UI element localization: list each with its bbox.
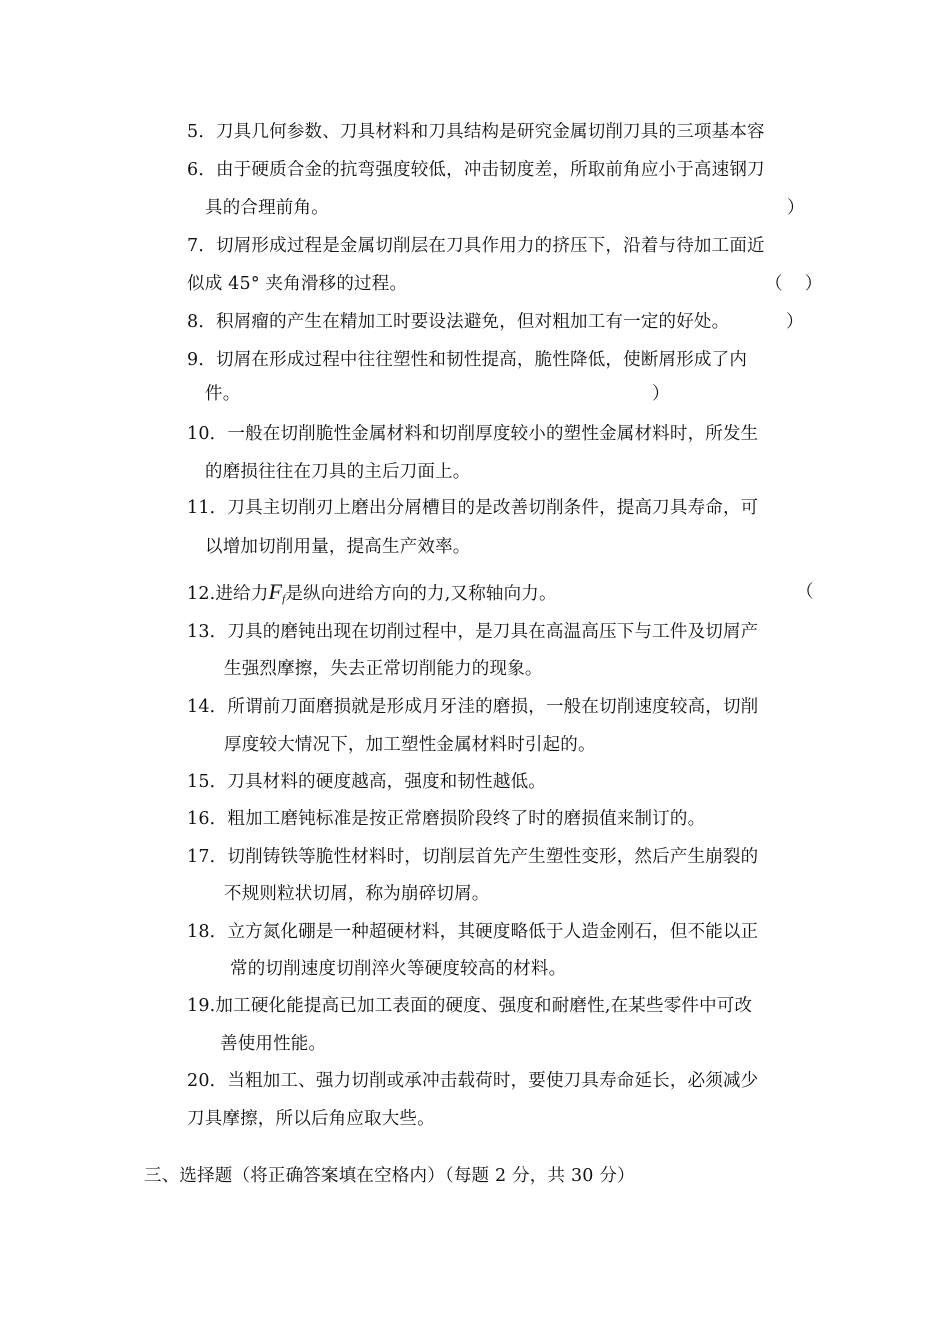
item-6-line-1: 6．由于硬质合金的抗弯强度较低，冲击韧度差，所取前角应小于高速钢刀 — [187, 160, 765, 180]
item-9-answer-paren: ） — [652, 384, 670, 404]
item-11-line-2: 以增加切削用量，提高生产效率。 — [205, 537, 471, 557]
item-9-line-1: 9．切屑在形成过程中往往塑性和韧性提高，脆性降低，使断屑形成了内 — [187, 350, 748, 370]
feed-force-symbol: $F_f$ — [268, 579, 286, 605]
item-13-line-2: 生强烈摩擦，失去正常切削能力的现象。 — [224, 659, 543, 679]
item-17-line-2: 不规则粒状切屑，称为崩碎切屑。 — [224, 884, 490, 904]
item-18-line-2: 常的切削速度切削淬火等硬度较高的材料。 — [230, 959, 567, 979]
item-15-line-1: 15．刀具材料的硬度越高，强度和韧性越低。 — [187, 772, 546, 792]
section-title-choice-questions: 三、选择题（将正确答案填在空格内）（每题 2 分，共 30 分） — [144, 1166, 635, 1186]
item-12-suffix: 是纵向进给方向的力,又称轴向力。 — [285, 584, 557, 604]
item-7-line-1: 7．切屑形成过程是金属切削层在刀具作用力的挤压下，沿着与待加工面近 — [187, 236, 765, 256]
item-6-line-2: 具的合理前角。 — [205, 198, 329, 218]
item-12-answer-paren: （ — [796, 582, 814, 602]
item-19-line-2: 善使用性能。 — [220, 1034, 327, 1054]
item-8-line-1: 8．积屑瘤的产生在精加工时要设法避免，但对粗加工有一定的好处。 — [187, 312, 730, 332]
item-9-line-2: 件。 — [205, 384, 241, 404]
item-10-line-2: 的磨损往往在刀具的主后刀面上。 — [205, 462, 471, 482]
item-13-line-1: 13．刀具的磨钝出现在切削过程中，是刀具在高温高压下与工件及切屑产 — [187, 622, 759, 642]
item-20-line-1: 20．当粗加工、强力切削或承冲击载荷时，要使刀具寿命延长，必须减少 — [187, 1071, 759, 1091]
item-20-line-2: 刀具摩擦，所以后角应取大些。 — [187, 1109, 435, 1129]
item-7-line-2: 似成 45° 夹角滑移的过程。 — [187, 274, 408, 294]
item-6-answer-paren: ） — [787, 198, 805, 218]
item-14-line-2: 厚度较大情况下，加工塑性金属材料时引起的。 — [224, 735, 596, 755]
item-12-line-1 — [187, 580, 557, 611]
item-5-line-1: 5．刀具几何参数、刀具材料和刀具结构是研究金属切削刀具的三项基本容 — [187, 122, 765, 142]
item-10-line-1: 10．一般在切削脆性金属材料和切削厚度较小的塑性金属材料时，所发生 — [187, 424, 759, 444]
item-11-line-1: 11．刀具主切削刃上磨出分屑槽目的是改善切削条件，提高刀具寿命，可 — [187, 498, 759, 518]
item-14-line-1: 14．所谓前刀面磨损就是形成月牙洼的磨损，一般在切削速度较高，切削 — [187, 697, 759, 717]
item-16-line-1: 16．粗加工磨钝标准是按正常磨损阶段终了时的磨损值来制订的。 — [187, 809, 706, 829]
item-19-line-1: 19.加工硬化能提高已加工表面的硬度、强度和耐磨性,在某些零件中可改 — [187, 996, 753, 1016]
item-18-line-1: 18．立方氮化硼是一种超硬材料，其硬度略低于人造金刚石，但不能以正 — [187, 922, 759, 942]
item-8-answer-paren: ） — [786, 312, 804, 332]
item-17-line-1: 17．切削铸铁等脆性材料时，切削层首先产生塑性变形，然后产生崩裂的 — [187, 847, 759, 867]
item-12-prefix: 12.进给力 — [187, 584, 269, 604]
item-7-answer-paren: （ ） — [765, 274, 823, 294]
